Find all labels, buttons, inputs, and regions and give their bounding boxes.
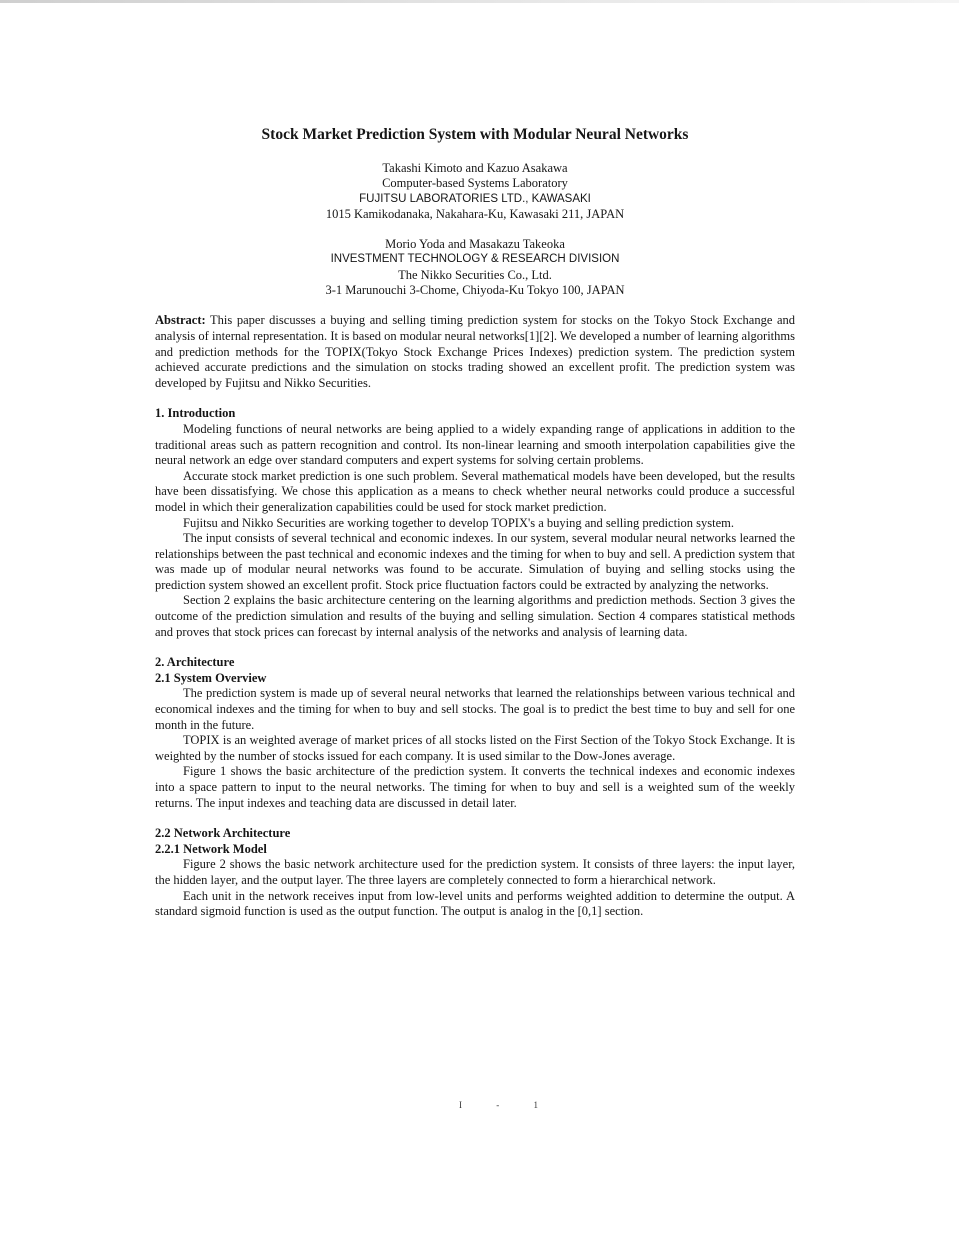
subsection-heading-network-model: 2.2.1 Network Model <box>155 841 267 856</box>
paragraph: Figure 1 shows the basic architecture of the prediction system. It converts the technical indexes and economic indexes into a space pattern to input to the neural networks. The timing for when to buy and sell is a weighted sum of the weekly returns. The input indexes and teaching data are discussed in detail later. <box>155 764 795 810</box>
section-heading-introduction: 1. Introduction <box>155 406 236 421</box>
paragraph: Section 2 explains the basic architecture centering on the learning algorithms and prediction methods. Section 3 gives the outcome of the prediction simulation and results of the buying and selling simulation. Section 4 compares statistical methods and proves that stock prices can forecast by internal analysis of the networks and analysis of learning data. <box>155 593 795 639</box>
paragraph: Each unit in the network receives input from low-level units and performs weighted addition to determine the output. A standard sigmoid function is used as the output function. The output is analog in the [0,1] section. <box>155 888 795 919</box>
author-company: FUJITSU LABORATORIES LTD., KAWASAKI <box>359 192 591 205</box>
subsection-heading-system-overview: 2.1 System Overview <box>155 670 267 685</box>
paragraph: Accurate stock market prediction is one such problem. Several mathematical models have been developed, but the results have been dissatisfying. We chose this application as a means to check whether neural networks could produce a successful model in which their generalization capabilities could be used for stock market prediction. <box>155 468 795 514</box>
author-address: 3-1 Marunouchi 3-Chome, Chiyoda-Ku Tokyo 100, JAPAN <box>325 283 625 298</box>
paragraph: Figure 2 shows the basic network architecture used for the prediction system. It consists of three layers: the input layer, the hidden layer, and the output layer. The three layers are completely connected to form a hierarchical network. <box>155 857 795 887</box>
section-gap <box>155 811 795 826</box>
abstract-label: Abstract: <box>155 313 206 328</box>
author-block-fujitsu <box>155 161 795 222</box>
author-names: Takashi Kimoto and Kazuo Asakawa <box>382 161 568 175</box>
paragraph: Modeling functions of neural networks are being applied to a widely expanding range of applications in addition to the traditional areas such as pattern recognition and control. Its non-linear learning and smooth interpolation capabilities give the neural network an edge over standard computers and expert systems for solving certain problems. <box>155 421 795 468</box>
author-company: The Nikko Securities Co., Ltd. <box>398 267 552 282</box>
abstract-text: This paper discusses a buying and selling timing prediction system for stocks on the Tokyo Stock Exchange and analysis of internal representation. It is based on modular neural networks[1][2]. We developed a number of learning algorithms and prediction methods for the TOPIX(Tokyo Stock Exchange Prices Indexes) prediction system. The prediction system achieved accurate predictions and the simulation on stocks trading showed an excellent profit. The prediction system was developed by Fujitsu and Nikko Securities. <box>155 313 795 390</box>
page-number: I - 1 <box>459 1100 554 1110</box>
paragraph: Fujitsu and Nikko Securities are working together to develop TOPIX's a buying and selling prediction system. <box>183 515 735 530</box>
paragraph: The input consists of several technical and economic indexes. In our system, several modular neural networks learned the relationships between the past technical and economic indexes and the timing for when to buy and sell. A prediction system that was made up of modular neural networks was found to be accurate. Simulation of buying and selling stocks using the prediction system showed an excellent profit. Stock price fluctuation factors could be extracted by analyzing the networks. <box>155 531 795 592</box>
author-division: INVESTMENT TECHNOLOGY & RESEARCH DIVISION <box>330 253 620 266</box>
section-heading-architecture: 2. Architecture <box>155 655 235 670</box>
paragraph: The prediction system is made up of several neural networks that learned the relationships between various technical and economical indexes and the timing for when to buy and sell stocks. The goal is to predict the best time to buy and sell for one month in the future. <box>155 686 795 732</box>
paper-page <box>155 126 795 920</box>
paragraph: TOPIX is an weighted average of market prices of all stocks listed on the First Section of the Tokyo Stock Exchange. It is weighted by the number of stocks issued for each company. It is used similar to the Dow-Jones average. <box>155 733 795 763</box>
author-names: Morio Yoda and Masakazu Takeoka <box>385 237 565 252</box>
scan-top-border <box>0 0 959 3</box>
author-address: 1015 Kamikodanaka, Nakahara-Ku, Kawasaki 211, JAPAN <box>325 206 625 221</box>
author-lab: Computer-based Systems Laboratory <box>382 176 568 191</box>
abstract <box>155 313 795 391</box>
author-block-nikko <box>155 237 795 298</box>
paper-title: Stock Market Prediction System with Modular Neural Networks <box>261 126 689 143</box>
section-gap <box>155 640 795 655</box>
subsection-heading-network-architecture: 2.2 Network Architecture <box>155 826 291 841</box>
